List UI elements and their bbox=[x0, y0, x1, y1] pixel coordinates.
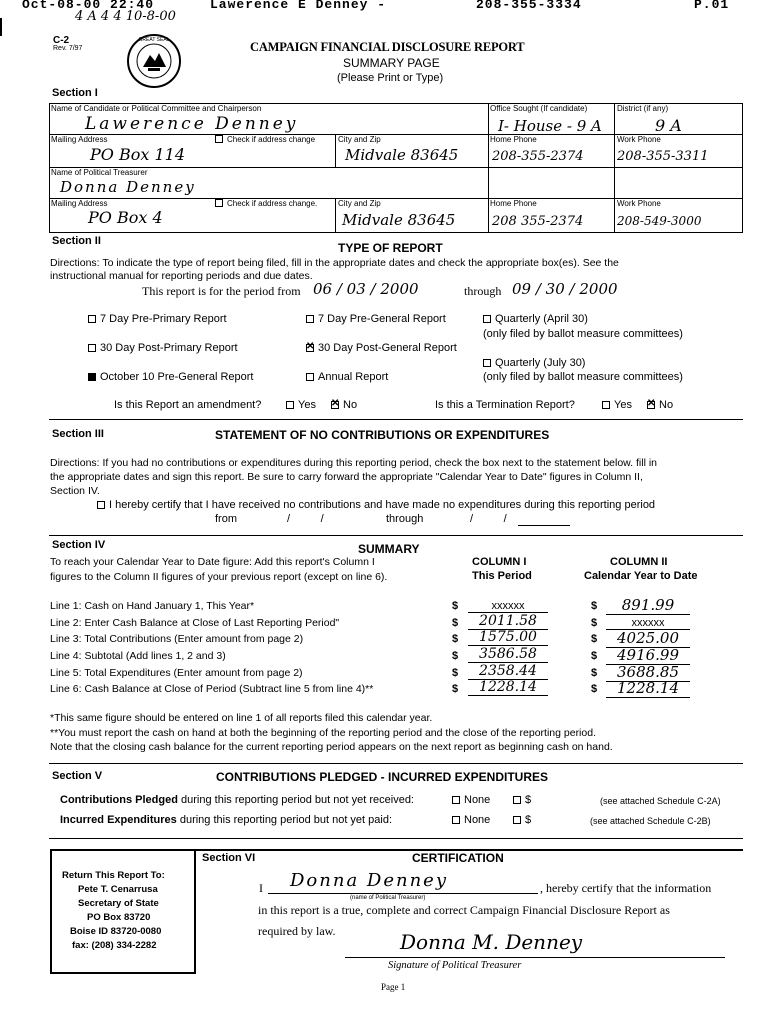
option-7-day-pre-general[interactable] bbox=[306, 313, 446, 325]
address-change2-check[interactable] bbox=[215, 199, 317, 208]
treasurer-name-field[interactable]: Donna Denney bbox=[290, 870, 448, 891]
footnote-2: **You must report the cash on hand at both the beginning of the reporting period and the close of the reporting period. bbox=[50, 727, 596, 739]
fax-sender: Lawerence E Denney - bbox=[210, 0, 387, 12]
return-l2: Pete T. Cenarrusa bbox=[78, 884, 158, 895]
cert-i: I bbox=[259, 881, 263, 895]
no-activity-check[interactable] bbox=[97, 499, 655, 511]
column2-dollar-sign: $ bbox=[591, 667, 598, 679]
cert-text-2: in this report is a true, complete and correct Campaign Financial Disclosure Report as bbox=[258, 903, 670, 917]
section4-intro-1: To reach your Calendar Year to Date figure: Add this report's Column I bbox=[50, 556, 375, 568]
section3-title: STATEMENT OF NO CONTRIBUTIONS OR EXPENDITURES bbox=[215, 428, 550, 442]
footnote-1: *This same figure should be entered on line 1 of all reports filed this calendar year. bbox=[50, 712, 433, 724]
mailing2-field[interactable]: PO Box 4 bbox=[88, 208, 163, 227]
divider bbox=[49, 419, 743, 420]
option-7-day-pre-primary-label: 7 Day Pre-Primary Report bbox=[100, 313, 227, 325]
section4-intro-2: figures to the Column II figures of your previous report (except on line 6). bbox=[50, 571, 388, 583]
period-to-field[interactable]: 09 / 30 / 2000 bbox=[512, 280, 618, 298]
summary-line-label: Line 6: Cash Balance at Close of Period (Subtract line 5 from line 4)** bbox=[50, 683, 374, 695]
column2-dollar-sign: $ bbox=[591, 650, 598, 662]
option-quarterly-april-label: Quarterly (April 30) bbox=[495, 313, 588, 325]
option-7-day-pre-primary[interactable] bbox=[88, 313, 227, 325]
return-l6: fax: (208) 334-2282 bbox=[72, 940, 157, 951]
through-date-slash: / / bbox=[470, 513, 507, 525]
schedule-a-note: (see attached Schedule C-2A) bbox=[600, 796, 721, 806]
address-change2-label: Check if address change. bbox=[227, 199, 318, 208]
form-title: CAMPAIGN FINANCIAL DISCLOSURE REPORT bbox=[250, 40, 525, 54]
column2-value[interactable]: 4916.99 bbox=[606, 646, 690, 665]
fax-handwritten-note: 4 A 4 4 10-8-00 bbox=[75, 9, 176, 24]
option-quarterly-april[interactable] bbox=[483, 313, 588, 325]
amendment-no[interactable] bbox=[331, 399, 357, 411]
district-label: District (if any) bbox=[617, 104, 669, 113]
return-l1: Return This Report To: bbox=[62, 870, 165, 881]
address-change-label: Check if address change bbox=[227, 135, 316, 144]
edge-mark bbox=[0, 18, 2, 36]
incurred-rest: during this reporting period but not yet paid: bbox=[179, 814, 393, 826]
signature-caption: Signature of Political Treasurer bbox=[388, 960, 522, 971]
amendment-no-label: No bbox=[343, 399, 358, 411]
termination-no[interactable] bbox=[647, 399, 673, 411]
city-field[interactable]: Midvale 83645 bbox=[345, 146, 459, 164]
print-note: (Please Print or Type) bbox=[337, 72, 444, 84]
through-label: through bbox=[464, 284, 502, 298]
divider bbox=[49, 838, 743, 839]
section6-heading: Section VI bbox=[202, 852, 256, 864]
quarterly-july-note: (only filed by ballot measure committees) bbox=[483, 371, 683, 383]
incurred-dollar-label: $ bbox=[525, 814, 532, 826]
column1-dollar-sign: $ bbox=[452, 600, 459, 612]
option-30-day-post-primary-label: 30 Day Post-Primary Report bbox=[100, 342, 238, 354]
mailing-field[interactable]: PO Box 114 bbox=[90, 145, 186, 164]
city-label: City and Zip bbox=[338, 135, 381, 144]
summary-line-label: Line 3: Total Contributions (Enter amount from page 2) bbox=[50, 633, 304, 645]
office-label: Office Sought (If candidate) bbox=[490, 104, 588, 113]
section1-heading: Section I bbox=[52, 87, 98, 99]
pledged-none-check[interactable] bbox=[452, 794, 490, 806]
cert-text-1: , hereby certify that the information bbox=[540, 881, 712, 895]
pledged-amount-check[interactable] bbox=[513, 794, 531, 806]
city2-label: City and Zip bbox=[338, 199, 381, 208]
option-30-day-post-primary[interactable] bbox=[88, 342, 238, 354]
signature-line bbox=[345, 957, 725, 958]
option-7-day-pre-general-label: 7 Day Pre-General Report bbox=[318, 313, 446, 325]
section5-title: CONTRIBUTIONS PLEDGED - INCURRED EXPENDITURES bbox=[216, 770, 549, 784]
incurred-amount-check[interactable] bbox=[513, 814, 531, 826]
divider bbox=[49, 535, 743, 536]
incurred-none-label: None bbox=[464, 814, 491, 826]
home2-field[interactable]: 208 355-2374 bbox=[492, 214, 584, 229]
work2-field[interactable]: 208-549-3000 bbox=[617, 214, 702, 228]
through-date-line bbox=[518, 525, 570, 526]
col2-subtitle: Calendar Year to Date bbox=[584, 570, 698, 582]
column2-value[interactable]: 891.99 bbox=[606, 596, 690, 615]
amendment-question: Is this Report an amendment? bbox=[114, 399, 262, 411]
amendment-yes-label: Yes bbox=[298, 399, 316, 411]
column2-dollar-sign: $ bbox=[591, 683, 598, 695]
section2-directions-1: Directions: To indicate the type of report being filed, fill in the appropriate dates and check the appropriate box(es). See the bbox=[50, 257, 619, 269]
through-label-3: through bbox=[386, 513, 424, 525]
fax-page: P.01 bbox=[694, 0, 730, 12]
option-30-day-post-general[interactable] bbox=[306, 342, 457, 354]
period-from-field[interactable]: 06 / 03 / 2000 bbox=[313, 280, 419, 298]
seal-lettering: GREAT SEAL bbox=[138, 37, 170, 43]
column2-dollar-sign: $ bbox=[591, 617, 598, 629]
pledged-row bbox=[60, 794, 414, 806]
candidate-label: Name of Candidate or Political Committee and Chairperson bbox=[51, 104, 262, 113]
column2-value[interactable]: xxxxxx bbox=[606, 617, 690, 630]
column1-value[interactable]: 1228.14 bbox=[468, 679, 548, 696]
pledged-label: Contributions Pledged bbox=[60, 794, 178, 806]
mailing-label: Mailing Address bbox=[51, 135, 108, 144]
pledged-rest: during this reporting period but not yet received: bbox=[181, 794, 414, 806]
section4-heading: Section IV bbox=[52, 539, 106, 551]
form-code: C-2 bbox=[53, 35, 70, 46]
option-annual-label: Annual Report bbox=[318, 371, 389, 383]
cert-text-3: required by law. bbox=[258, 924, 336, 938]
name-line bbox=[268, 893, 538, 894]
quarterly-april-note: (only filed by ballot measure committees) bbox=[483, 328, 683, 340]
incurred-none-check[interactable] bbox=[452, 814, 490, 826]
home-phone-field[interactable]: 208-355-2374 bbox=[492, 149, 584, 164]
no-activity-label: I hereby certify that I have received no contributions and have made no expenditures during this reporting period bbox=[109, 499, 656, 511]
column1-value[interactable]: 3586.58 bbox=[468, 646, 548, 663]
col1-title: COLUMN I bbox=[472, 556, 527, 568]
column1-dollar-sign: $ bbox=[452, 667, 459, 679]
section6-title: CERTIFICATION bbox=[412, 851, 504, 865]
column1-dollar-sign: $ bbox=[452, 650, 459, 662]
column2-dollar-sign: $ bbox=[591, 600, 598, 612]
pledged-none-label: None bbox=[464, 794, 491, 806]
section4-title: SUMMARY bbox=[358, 542, 420, 556]
section2-title: TYPE OF REPORT bbox=[338, 241, 443, 255]
candidate-field[interactable]: Lawerence Denney bbox=[85, 114, 299, 134]
home2-label: Home Phone bbox=[490, 199, 537, 208]
summary-line-label: Line 2: Enter Cash Balance at Close of Last Reporting Period" bbox=[50, 617, 340, 629]
column1-value[interactable]: 2011.58 bbox=[468, 613, 548, 630]
col1-subtitle: This Period bbox=[472, 570, 532, 582]
section2-heading: Section II bbox=[52, 235, 101, 247]
from-date-slash: / / bbox=[287, 513, 324, 525]
column1-dollar-sign: $ bbox=[452, 633, 459, 645]
col2-title: COLUMN II bbox=[610, 556, 668, 568]
column1-dollar-sign: $ bbox=[452, 617, 459, 629]
column1-dollar-sign: $ bbox=[452, 683, 459, 695]
termination-question: Is this a Termination Report? bbox=[435, 399, 575, 411]
mailing2-label: Mailing Address bbox=[51, 199, 108, 208]
schedule-b-note: (see attached Schedule C-2B) bbox=[590, 816, 711, 826]
name-caption: (name of Political Treasurer) bbox=[350, 895, 426, 901]
return-l3: Secretary of State bbox=[78, 898, 159, 909]
summary-line-label: Line 4: Subtotal (Add lines 1, 2 and 3) bbox=[50, 650, 226, 662]
option-quarterly-july[interactable] bbox=[483, 357, 585, 369]
form-revision: Rev. 7/97 bbox=[53, 45, 83, 52]
option-october-10[interactable] bbox=[88, 371, 253, 383]
column1-value[interactable]: 2358.44 bbox=[468, 663, 548, 680]
address-change-check[interactable] bbox=[215, 135, 315, 144]
page-number: Page 1 bbox=[381, 982, 406, 992]
footnote-3: Note that the closing cash balance for the current reporting period appears on the next report as beginning cash on hand. bbox=[50, 741, 613, 753]
work-phone-field[interactable]: 208-355-3311 bbox=[617, 149, 709, 164]
column2-dollar-sign: $ bbox=[591, 633, 598, 645]
termination-yes[interactable] bbox=[602, 399, 632, 411]
fax-date-time: Oct-08-00 22:40 bbox=[22, 0, 155, 12]
option-quarterly-july-label: Quarterly (July 30) bbox=[495, 357, 586, 369]
summary-line-label: Line 5: Total Expenditures (Enter amount from page 2) bbox=[50, 667, 303, 679]
return-l4: PO Box 83720 bbox=[87, 912, 151, 923]
pledged-dollar-label: $ bbox=[525, 794, 532, 806]
option-october-10-label: October 10 Pre-General Report bbox=[100, 371, 254, 383]
amendment-yes[interactable] bbox=[286, 399, 316, 411]
summary-line-label: Line 1: Cash on Hand January 1, This Year* bbox=[50, 600, 255, 612]
district-field[interactable]: 9 A bbox=[655, 116, 682, 135]
treasurer-field[interactable]: Donna Denney bbox=[60, 178, 196, 196]
return-l5: Boise ID 83720-0080 bbox=[70, 926, 162, 937]
section3-directions-2: the appropriate dates and sign this report. Be sure to carry forward the appropriate "Calendar Year to Date" figures in Column II, bbox=[50, 471, 643, 483]
section5-heading: Section V bbox=[52, 770, 103, 782]
column2-value[interactable]: 3688.85 bbox=[606, 663, 690, 682]
divider bbox=[49, 763, 743, 764]
section3-heading: Section III bbox=[52, 428, 104, 440]
city2-field[interactable]: Midvale 83645 bbox=[342, 211, 456, 229]
section2-directions-2: instructional manual for reporting periods and due dates. bbox=[50, 270, 313, 282]
work2-label: Work Phone bbox=[617, 199, 661, 208]
section3-directions-1: Directions: If you had no contributions or expenditures during this reporting period, check the box next to the statement below. fill in bbox=[50, 457, 658, 469]
work-phone-label: Work Phone bbox=[617, 135, 661, 144]
column2-value[interactable]: 1228.14 bbox=[606, 679, 690, 698]
office-field[interactable]: I- House - 9 A bbox=[498, 117, 602, 135]
from-label: from bbox=[215, 513, 237, 525]
period-label: This report is for the period from bbox=[142, 284, 301, 298]
incurred-label: Incurred Expenditures bbox=[60, 814, 177, 826]
column2-value[interactable]: 4025.00 bbox=[606, 629, 690, 648]
column1-value[interactable]: 1575.00 bbox=[468, 629, 548, 646]
home-phone-label: Home Phone bbox=[490, 135, 537, 144]
termination-yes-label: Yes bbox=[614, 399, 632, 411]
form-subtitle: SUMMARY PAGE bbox=[343, 56, 440, 70]
option-30-day-post-general-label: 30 Day Post-General Report bbox=[318, 342, 457, 354]
incurred-row bbox=[60, 814, 392, 826]
treasurer-label: Name of Political Treasurer bbox=[51, 168, 148, 177]
option-annual[interactable] bbox=[306, 371, 388, 383]
fax-phone: 208-355-3334 bbox=[476, 0, 582, 12]
signature-field[interactable]: Donna M. Denney bbox=[400, 930, 583, 954]
section3-directions-3: Section IV. bbox=[50, 485, 100, 497]
termination-no-label: No bbox=[659, 399, 674, 411]
column1-value[interactable]: xxxxxx bbox=[468, 600, 548, 613]
state-seal-icon bbox=[126, 33, 182, 89]
